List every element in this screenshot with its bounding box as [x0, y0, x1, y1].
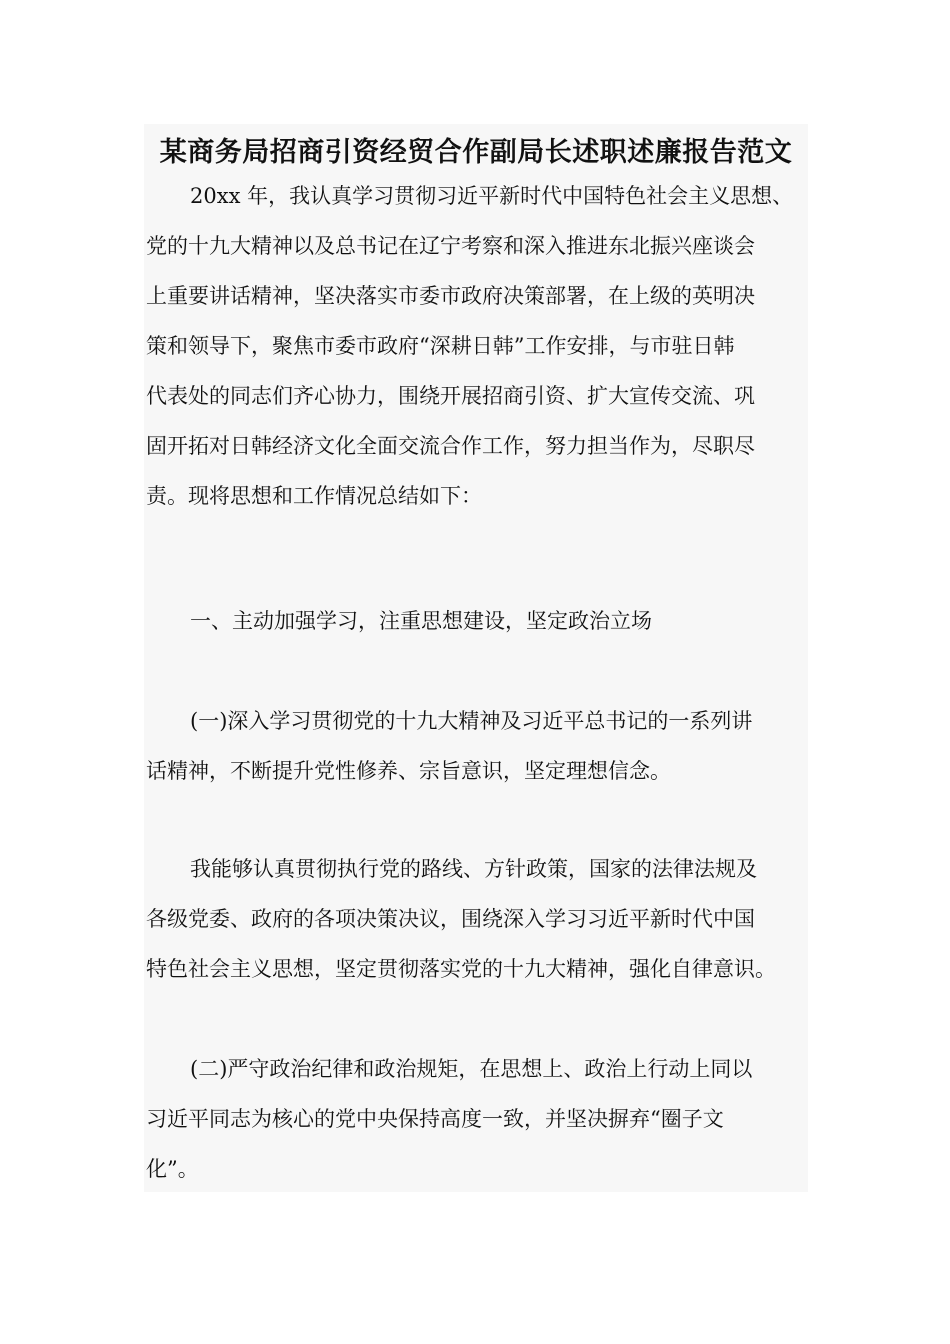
paragraph-body [146, 844, 810, 994]
paragraph-line: 化”。 [146, 1157, 199, 1181]
paragraph-line: 我能够认真贯彻执行党的路线、方针政策，国家的法律法规及 [190, 857, 757, 881]
paragraph-line: (二)严守政治纪律和政治规矩，在思想上、政治上行动上同以 [190, 1057, 753, 1081]
section-heading-line: 一、主动加强学习，注重思想建设，坚定政治立场 [190, 609, 652, 633]
paragraph-line: (一)深入学习贯彻党的十九大精神及习近平总书记的一系列讲 [190, 709, 753, 733]
subsection-1 [146, 696, 810, 796]
paragraph-line: 习近平同志为核心的党中央保持高度一致，并坚决摒弃“圈子文 [146, 1107, 724, 1131]
subsection-2 [146, 1044, 810, 1194]
paragraph-line: 上重要讲话精神，坚决落实市委市政府决策部署，在上级的英明决 [146, 284, 755, 308]
paragraph-line: 各级党委、政府的各项决策决议，围绕深入学习习近平新时代中国 [146, 907, 755, 931]
paragraph-intro [146, 171, 810, 521]
paragraph-line: 特色社会主义思想，坚定贯彻落实党的十九大精神，强化自律意识。 [146, 957, 776, 981]
paragraph-line: 20xx 年，我认真学习贯彻习近平新时代中国特色社会主义思想、 [190, 184, 794, 208]
section-heading-1 [146, 596, 810, 646]
paragraph-line: 策和领导下，聚焦市委市政府“深耕日韩”工作安排，与市驻日韩 [146, 334, 735, 358]
paragraph-line: 代表处的同志们齐心协力，围绕开展招商引资、扩大宣传交流、巩 [146, 384, 755, 408]
paragraph-line: 党的十九大精神以及总书记在辽宁考察和深入推进东北振兴座谈会 [146, 234, 755, 258]
document-title: 某商务局招商引资经贸合作副局长述职述廉报告范文 [159, 137, 793, 168]
paragraph-line: 话精神，不断提升党性修养、宗旨意识，坚定理想信念。 [146, 759, 671, 783]
paragraph-line: 固开拓对日韩经济文化全面交流合作工作，努力担当作为，尽职尽 [146, 434, 755, 458]
paragraph-line: 责。现将思想和工作情况总结如下： [146, 484, 482, 508]
